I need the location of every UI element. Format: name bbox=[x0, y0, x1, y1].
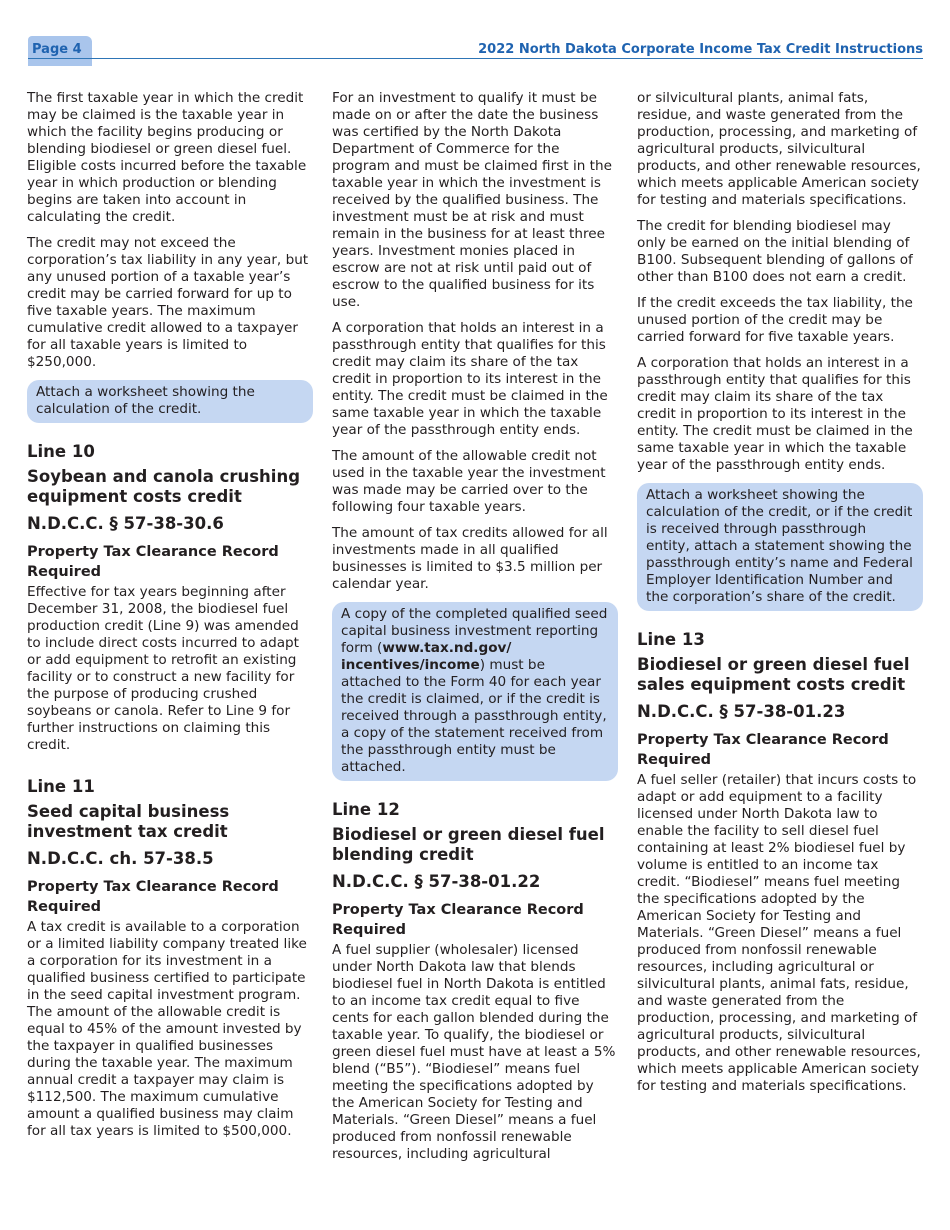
line-heading: Line 11 bbox=[27, 777, 95, 796]
line-heading: Line 12 bbox=[332, 800, 400, 819]
statute-citation: N.D.C.C. § 57-38-01.22 bbox=[332, 872, 541, 891]
subheading: Property Tax Clearance Record Required bbox=[27, 544, 279, 580]
subheading: Property Tax Clearance Record Required bbox=[27, 879, 279, 915]
column-2 bbox=[332, 90, 618, 1163]
page-number: Page 4 bbox=[32, 42, 82, 57]
paragraph: A tax credit is available to a corporation or a limited liability company treated like a corporation for its investment in a qualified business certified to participate in the seed capital investment program. The amount of the allowable credit is equal to 45% of the amount invested by the taxpayer in qualified businesses during the taxable year. The maximum annual credit a taxpayer may claim is $112,500. The maximum cumulative amount a qualified business may claim for all tax years is limited to $500,000. bbox=[27, 919, 307, 1139]
paragraph: A corporation that holds an interest in a passthrough entity that qualifies for this credit may claim its share of the tax credit in proportion to its interest in the entity. The credit must be claimed in the same taxable year in which the taxable year of the passthrough entity ends. bbox=[332, 320, 608, 438]
column-1 bbox=[27, 90, 313, 1140]
attachment-note: Attach a worksheet showing the calculation of the credit. bbox=[27, 380, 313, 423]
paragraph: Effective for tax years beginning after December 31, 2008, the biodiesel fuel production credit (Line 9) was amended to include direct costs incurred to adapt or add equipment to retrofit an existing facility or to construct a new facility for the purpose of producing crushed soybeans or canola. Refer to Line 9 for further instructions on claiming this credit. bbox=[27, 584, 299, 753]
paragraph: For an investment to qualify it must be made on or after the date the business was certified by the North Dakota Department of Commerce for the program and must be claimed first in the taxable year in which the investment is received by the qualified business. The investment must be at risk and must remain in the business for at least three years. Investment monies placed in escrow are not at risk until paid out of escrow to the qualified business for its use. bbox=[332, 90, 612, 310]
header-rule bbox=[28, 58, 923, 59]
statute-citation: N.D.C.C. § 57-38-30.6 bbox=[27, 514, 224, 533]
tax-website-link[interactable]: www.tax.nd.gov/ incentives/income bbox=[341, 640, 512, 673]
attachment-note bbox=[332, 602, 618, 781]
section-title: Soybean and canola crushing equipment costs credit bbox=[27, 467, 301, 506]
paragraph: The credit may not exceed the corporation’s tax liability in any year, but any unused portion of a taxable year’s credit may be carried forward for up to five taxable years. The maximum cumulative credit allowed to a taxpayer for all taxable years is limited to $250,000. bbox=[27, 235, 309, 370]
paragraph: A fuel supplier (wholesaler) licensed under North Dakota law that blends biodiesel fuel in North Dakota is entitled to an income tax credit equal to five cents for each gallon blended during the taxable year. To qualify, the biodiesel or green diesel fuel must have at least a 5% blend (“B5”). “Biodiesel” means fuel meeting the specifications adopted by the American Society for Testing and Materials. “Green Diesel” means a fuel produced from nonfossil renewable resources, including agricultural bbox=[332, 942, 616, 1162]
paragraph: or silvicultural plants, animal fats, residue, and waste generated from the production, processing, and marketing of agricultural products, silvicultural products, and other renewable resources, which meets applicable American society for testing and materials specifications. bbox=[637, 90, 921, 208]
line-heading: Line 13 bbox=[637, 630, 705, 649]
note-text: A copy of the completed qualified seed capital business investment reporting form ( bbox=[341, 606, 608, 656]
column-3 bbox=[637, 90, 923, 1095]
subheading: Property Tax Clearance Record Required bbox=[332, 902, 584, 938]
note-text: ) must be attached to the Form 40 for each year the credit is claimed, or if the credit is received through a passthrough entity, a copy of the statement received from the passthrough entity must be attached. bbox=[341, 657, 607, 775]
section-title: Biodiesel or green diesel fuel blending credit bbox=[332, 825, 605, 864]
paragraph: A fuel seller (retailer) that incurs costs to adapt or add equipment to a facility licensed under North Dakota law to enable the facility to sell diesel fuel containing at least 2% biodiesel fuel by volume is entitled to an income tax credit. “Biodiesel” means fuel meeting the specifications adopted by the American Society for Testing and Materials. “Green Diesel” means a fuel produced from nonfossil renewable resources, including agricultural or silvicultural plants, animal fats, residue, and waste generated from the production, processing, and marketing of agricultural products, silvicultural products, and other renewable resources, which meets applicable American society for testing and materials specifications. bbox=[637, 772, 921, 1094]
page-header bbox=[28, 36, 923, 66]
line-heading: Line 10 bbox=[27, 442, 95, 461]
statute-citation: N.D.C.C. ch. 57-38.5 bbox=[27, 849, 214, 868]
section-title: Seed capital business investment tax credit bbox=[27, 802, 230, 841]
attachment-note: Attach a worksheet showing the calculation of the credit, or if the credit is received through passthrough entity, attach a statement showing the passthrough entity’s name and Federal Employer Identification Number and the corporation’s share of the credit. bbox=[637, 483, 923, 611]
page-tab bbox=[28, 36, 92, 66]
paragraph: The first taxable year in which the credit may be claimed is the taxable year in which the facility begins producing or blending biodiesel or green diesel fuel. Eligible costs incurred before the taxable year in which production or blending begins are taken into account in calculating the credit. bbox=[27, 90, 307, 225]
paragraph: A corporation that holds an interest in a passthrough entity that qualifies for this credit may claim its share of the tax credit in proportion to its interest in the entity. The credit must be claimed in the same taxable year in which the taxable year of the passthrough entity ends. bbox=[637, 355, 913, 473]
statute-citation: N.D.C.C. § 57-38-01.23 bbox=[637, 702, 846, 721]
subheading: Property Tax Clearance Record Required bbox=[637, 732, 889, 768]
paragraph: The amount of the allowable credit not used in the taxable year the investment was made may be carried over to the following four taxable years. bbox=[332, 448, 606, 515]
document-title: 2022 North Dakota Corporate Income Tax Credit Instructions bbox=[478, 42, 923, 57]
paragraph: The amount of tax credits allowed for all investments made in all qualified businesses is limited to $3.5 million per calendar year. bbox=[332, 525, 608, 592]
paragraph: If the credit exceeds the tax liability, the unused portion of the credit may be carried forward for five taxable years. bbox=[637, 295, 913, 345]
paragraph: The credit for blending biodiesel may only be earned on the initial blending of B100. Subsequent blending of gallons of other than B100 does not earn a credit. bbox=[637, 218, 913, 285]
section-title: Biodiesel or green diesel fuel sales equipment costs credit bbox=[637, 655, 910, 694]
